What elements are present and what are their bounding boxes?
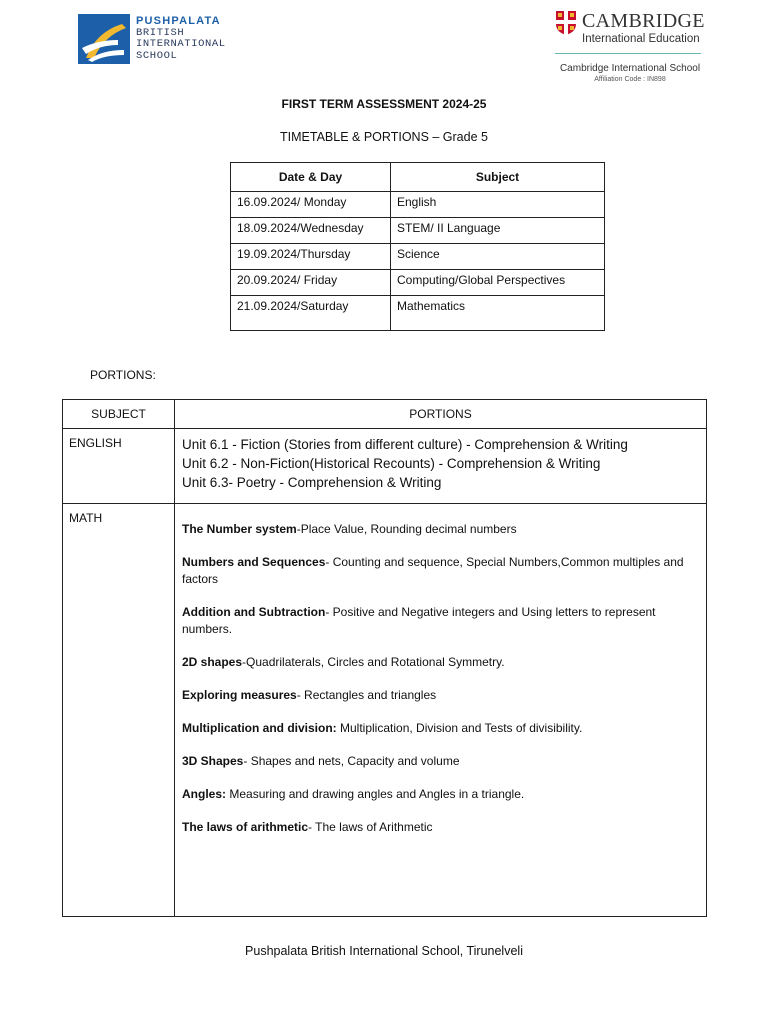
portions-row-math [63,504,707,917]
timetable-date-cell: 21.09.2024/Saturday [231,296,391,331]
portions-label: PORTIONS: [90,368,156,382]
subject-cell-math: MATH [63,504,175,917]
affiliation-code: Affiliation Code : IN898 [594,76,666,83]
timetable-subject-cell: STEM/ II Language [391,218,605,244]
math-topic [182,720,699,737]
timetable-subject-cell: Computing/Global Perspectives [391,270,605,296]
timetable-subject-cell: Mathematics [391,296,605,331]
math-topic [182,687,699,704]
math-topic [182,521,699,538]
math-topic-title: 3D Shapes [182,754,244,768]
page-title: FIRST TERM ASSESSMENT 2024-25 [281,97,487,111]
math-topic-detail: -Quadrilaterals, Circles and Rotational Symmetry. [242,655,505,669]
timetable-subject-cell: English [391,192,605,218]
timetable-date-cell: 18.09.2024/Wednesday [231,218,391,244]
math-topic-title: Numbers and Sequences [182,555,326,569]
math-topic-detail: Measuring and drawing angles and Angles in a triangle. [226,787,525,801]
math-topic-title: Exploring measures [182,688,297,702]
portions-header-subject: SUBJECT [63,400,175,429]
math-topic-detail: Multiplication, Division and Tests of divisibility. [336,721,583,735]
portions-table [62,399,707,917]
school-name [136,16,226,62]
table-row [231,244,605,270]
cambridge-shield-icon [555,10,577,36]
math-topic-detail: - Rectangles and triangles [296,688,437,702]
subject-cell-english: ENGLISH [63,429,175,504]
math-topic-title: The laws of arithmetic [182,820,309,834]
math-topic-detail: - Positive and Negative integers and Using letters to represent numbers. [182,605,656,636]
portions-row-english [63,429,707,504]
timetable [230,162,605,331]
math-topic-detail: - Counting and sequence, Special Numbers,Common multiples and factors [182,555,684,586]
timetable-subject-cell: Science [391,244,605,270]
portions-header-portions: PORTIONS [175,400,707,429]
math-topic-title: Angles: [182,787,227,801]
timetable-date-cell: 19.09.2024/Thursday [231,244,391,270]
table-row [231,270,605,296]
cambridge-school-line: Cambridge International School [559,63,701,74]
math-topic [182,554,699,588]
math-topic-title: 2D shapes [182,655,243,669]
math-topic-detail: - The laws of Arithmetic [308,820,433,834]
portions-cell-math [175,504,707,917]
table-row [231,218,605,244]
cambridge-title: CAMBRIDGE [582,10,705,32]
timetable-date-cell: 20.09.2024/ Friday [231,270,391,296]
cambridge-divider [555,53,701,54]
math-topic-title: Multiplication and division: [182,721,337,735]
timetable-date-cell: 16.09.2024/ Monday [231,192,391,218]
school-name-line4: SCHOOL [136,49,178,62]
portions-header-row [63,400,707,429]
school-emblem-icon [78,14,130,64]
math-topic [182,604,699,638]
english-unit: Unit 6.1 - Fiction (Stories from different culture) - Comprehension & Writing [182,437,628,452]
school-name-line2: BRITISH [136,26,185,39]
school-name-line3: INTERNATIONAL [136,38,226,50]
cambridge-logo [555,10,705,84]
math-topic-title: Addition and Subtraction [182,605,326,619]
math-topic-detail: -Place Value, Rounding decimal numbers [296,522,517,536]
timetable-header-row [231,163,605,192]
table-row [231,192,605,218]
english-unit: Unit 6.3- Poetry - Comprehension & Writing [182,475,442,490]
school-name-line1: PUSHPALATA [136,15,221,27]
page-footer: Pushpalata British International School, Tirunelveli [245,944,523,958]
math-topic [182,786,699,803]
math-topic [182,819,699,836]
math-topic [182,753,699,770]
portions-cell-english [175,429,707,504]
page-subtitle: TIMETABLE & PORTIONS – Grade 5 [280,130,488,144]
cambridge-subtitle: International Education [582,33,700,45]
timetable-header-date: Date & Day [231,163,391,192]
math-topic-detail: - Shapes and nets, Capacity and volume [243,754,460,768]
table-row [231,296,605,331]
school-logo [78,14,226,64]
math-topic-title: The Number system [182,522,297,536]
english-unit: Unit 6.2 - Non-Fiction(Historical Recounts) - Comprehension & Writing [182,456,601,471]
math-topic [182,654,699,671]
timetable-header-subject: Subject [391,163,605,192]
